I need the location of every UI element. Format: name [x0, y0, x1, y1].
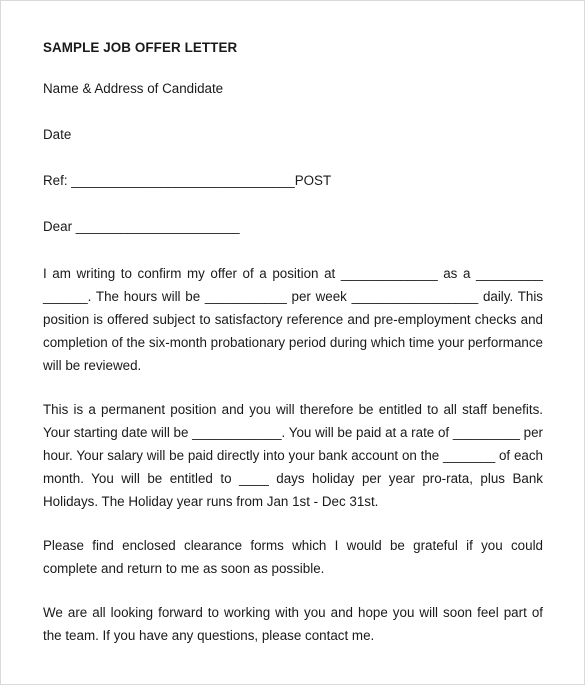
reference-line: Ref: ______________________________POST: [43, 173, 332, 188]
letter-title: SAMPLE JOB OFFER LETTER: [43, 40, 238, 55]
closing-paragraph: We are all looking forward to working with you and hope you will soon feel part of the team. If you have any questions, please contact me.: [43, 605, 543, 643]
letter-date: Date: [43, 127, 72, 142]
benefits-paragraph: This is a permanent position and you will therefore be entitled to all staff benefits. Your starting date will be ____________. You will be paid at a rate of _________ per hour. Your salary will be paid directly into your bank account on the _______ of each month. You will be entitled to ____ days holiday per year pro-rata, plus Bank Holidays. The Holiday year runs from Jan 1st - Dec 31st.: [43, 402, 543, 509]
clearance-forms-paragraph: Please find enclosed clearance forms which I would be grateful if you could complete and return to me as soon as possible.: [43, 538, 543, 576]
salutation: Dear ______________________: [43, 219, 240, 234]
letter-body: [43, 39, 543, 668]
candidate-name-address: Name & Address of Candidate: [43, 81, 224, 96]
offer-paragraph: I am writing to confirm my offer of a position at _____________ as a _________ ______. The hours will be ___________ per week _________________ daily. This position is offered subject to satisfactory reference and pre-employment checks and completion of the six-month probationary period during which time your performance will be reviewed.: [43, 266, 543, 373]
